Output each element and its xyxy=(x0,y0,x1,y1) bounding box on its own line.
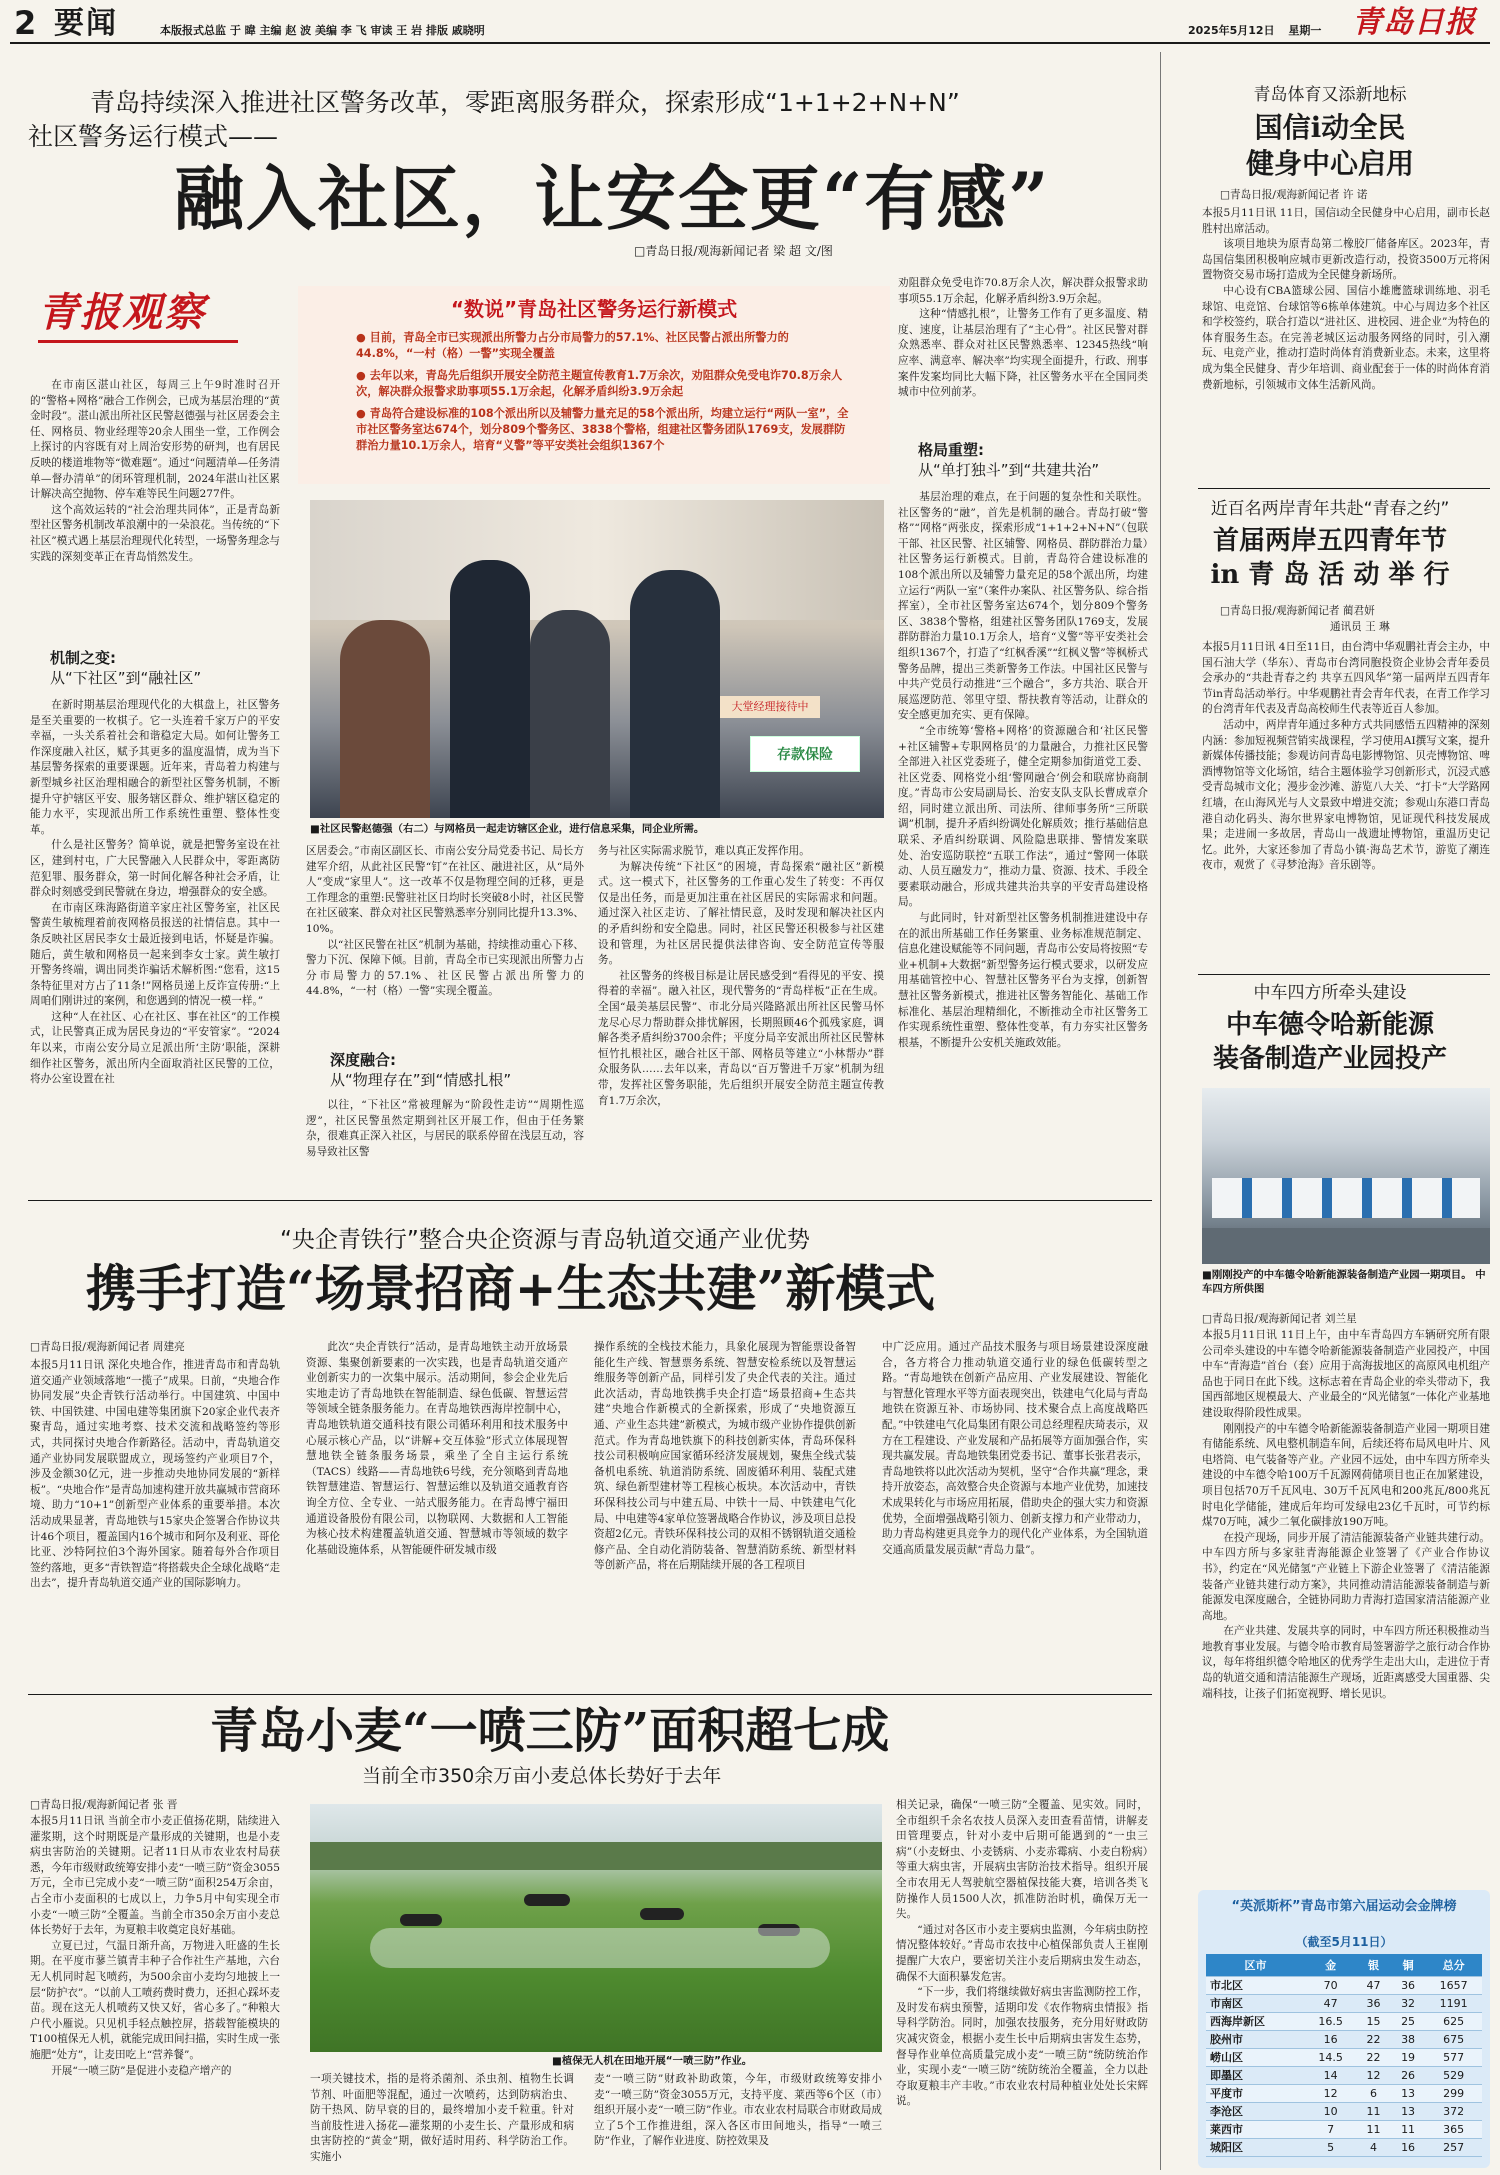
paragraph: 在市南区珠海路街道辛家庄社区警务室，社区民警黄生敏梳理着前夜网格员报送的社情信息。其中一条反映社区居民李女士最近接到电话，怀疑是诈骗。随后，黄生敏和网格员一起来到李女士家。黄生敏打开警务终端，调出同类诈骗话术解析图:“您看，这15条特征里对方占了11条!”网格员递上反诈宣传册:“上周咱们刚讲过的案例，和您遇到的情况一模一样。” xyxy=(30,901,280,1008)
lead-byline: □青岛日报/观海新闻记者 梁 超 文/图 xyxy=(634,244,833,258)
paragraph: 本报5月11日讯 当前全市小麦正值扬花期，陆续进入灌浆期，这个时期既是产量形成的关键期，也是小麦病虫害防治的关键期。记者11日从市农业农村局获悉，今年市级财政统筹安排小麦“一喷三防”资金3055万元，全市已完成小麦“一喷三防”面积254万余亩，占全市小麦面积的七成以上，力争5月中旬实现全市小麦“一喷三防”全覆盖。当前全市350余万亩小麦总体长势好于去年，为夏粮丰收奠定良好基础。 xyxy=(30,1815,280,1937)
rail-col-4 xyxy=(882,1340,1148,1688)
staff-line: 本版报式总监 于 暐 主编 赵 波 美编 李 飞 审读 王 岩 排版 戚晓明 xyxy=(160,24,485,37)
table-cell: 16 xyxy=(1391,2138,1426,2156)
table-row xyxy=(1206,1976,1482,1994)
table-row xyxy=(1206,2102,1482,2120)
medal-table-wrap xyxy=(1206,1954,1482,2157)
subhead-mechanism xyxy=(50,648,280,688)
sidebar-story1-byline: □青岛日报/观海新闻记者 许 诺 xyxy=(1220,189,1368,201)
lead-photo-caption: ■社区民警赵德强（右二）与网格员一起走访辖区企业，进行信息采集，同企业所需。 xyxy=(310,823,705,835)
masthead-logo: 青岛日报 xyxy=(1352,5,1476,40)
table-cell: 625 xyxy=(1425,2012,1482,2030)
table-cell: 11 xyxy=(1356,2102,1391,2120)
table-cell: 15 xyxy=(1356,2012,1391,2030)
subhead-title: 机制之变: xyxy=(50,649,116,667)
infobox-item: ● 目前，青岛全市已实现派出所警力占分市局警力的57.1%、社区民警占派出所警力的44.8%，“一村（格）一警”实现全覆盖 xyxy=(356,331,789,360)
sidebar-story3-photo xyxy=(1202,1088,1490,1264)
table-row xyxy=(1206,2030,1482,2048)
table-cell: 14.5 xyxy=(1305,2048,1356,2066)
paragraph: 此次“央企青铁行”活动，是青岛地铁主动开放场景资源、集聚创新要素的一次实践，也是青岛轨道交通产业创新实力的一次集中展示。活动期间，参会企业先后实地走访了青岛地铁在智能制造、绿色低碳、智慧运营等领域全链条服务能力。在青岛地铁西海岸控制中心，青岛地铁轨道交通科技有限公司循环利用和技术服务中心展示核心产品，以“讲解+交互体验”形式立体展现智慧地铁全链条服务场景，乘坐了全自主运行系统（TACS）线路——青岛地铁6号线，充分领略到青岛地铁智慧建造、智慧运行、智慧运维以及轨道交通教育咨询全方位、全专业、一站式服务能力。在青岛博宁福田通道设备股份有限公司，以物联网、大数据和人工智能为核心技术构建覆盖轨道交通、智慧城市等领域的数字化基础设施体系，从智能硬件研发城市级 xyxy=(306,1341,568,1556)
sidebar-story1-body xyxy=(1202,206,1490,470)
photo-man xyxy=(530,610,610,818)
wheat-col-3 xyxy=(594,2072,882,2170)
issue-date xyxy=(1188,22,1321,38)
lead-photo xyxy=(310,500,884,818)
photo-turbine-row xyxy=(1212,1178,1480,1218)
paragraph: 本报5月11日讯 11日，国信i动全民健身中心启用，副市长赵胜村出席活动。 xyxy=(1202,207,1490,235)
infobox-item: ● 青岛符合建设标准的108个派出所以及辅警力量充足的58个派出所，均建立运行“两队一室”，全市社区警务室达674个，划分809个警务区、3838个警格，组建社区警务团队1769支，发展群防群治力量10.1万余人，培育“义警”等平安类社会组织1367个 xyxy=(356,407,849,452)
byline-line: 通讯员 王 琳 xyxy=(1330,620,1390,633)
paragraph: 与此同时，针对新型社区警务机制推进建设中存在的派出所基础工作任务繁重、业务标准规范制定、信息化建设赋能等不同问题，青岛市公安局将按照“专业+机制+大数据”新型警务运行模式要求，以研发应用基础管控中心、智慧社区警务平台为支撑，创新智慧社区警务新模式，推进社区警务智能化、基础工作标准化、基层治理精细化，不断推动全市社区警务工作实现系统性重塑、整体性变革，有力夯实社区警务根基，不断提升公安机关施政效能。 xyxy=(898,912,1148,1049)
subhead-title: 深度融合: xyxy=(330,1051,396,1069)
wheat-col-4 xyxy=(896,1798,1148,2170)
table-cell: 372 xyxy=(1425,2102,1482,2120)
date: 2025年5月12日 xyxy=(1188,24,1275,37)
col-header: 银 xyxy=(1356,1954,1391,1976)
wheat-byline: □青岛日报/观海新闻记者 张 晋 xyxy=(30,1799,178,1811)
col-header: 区市 xyxy=(1206,1954,1305,1976)
lead-mid-col-a xyxy=(306,844,584,1044)
table-cell: 13 xyxy=(1391,2084,1426,2102)
page-header xyxy=(0,0,1500,46)
spray-mist xyxy=(370,1928,830,1968)
paragraph: 本报5月11日讯 4日至11日，由台湾中华观鹏社青会主办，中国石油大学（华东）、青岛市台湾同胞投资企业协会青年委员会承办的“共赴青春之约 共享五四风华”第一届两岸五四青年节in青岛活动举行。中华观鹏社青会青年代表，在青工作学习的台湾青年代表及青岛高校师生代表等近百人参加。 xyxy=(1202,641,1490,716)
table-cell: 11 xyxy=(1391,2120,1426,2138)
lead-right-col-a xyxy=(898,276,1148,432)
header-rule xyxy=(10,42,1490,44)
table-cell: 胶州市 xyxy=(1206,2030,1305,2048)
rail-bottom-rule xyxy=(28,1694,1152,1695)
title-line: 健身中心启用 xyxy=(1245,147,1414,180)
medal-panel-subtitle: （截至5月11日） xyxy=(1295,1935,1393,1949)
table-cell: 47 xyxy=(1305,1994,1356,2012)
table-cell: 即墨区 xyxy=(1206,2066,1305,2084)
table-cell: 577 xyxy=(1425,2048,1482,2066)
paragraph: 相关记录，确保“一喷三防”全覆盖、见实效。同时，全市组织千余名农技人员深入麦田查看苗情，讲解麦田管理要点，针对小麦中后期可能遇到的“一虫三病”（小麦蚜虫、小麦锈病、小麦赤霉病、小麦白粉病）等重大病虫害，开展病虫害防治技术指导。组织开展全市农用无人驾驶航空器植保技能大赛，培训各类飞防操作人员1500人次，抓准防治时机，确保万无一失。 xyxy=(896,1799,1148,1921)
medal-table-header xyxy=(1206,1954,1482,1976)
paragraph: 什么是社区警务？简单说，就是把警务室设在社区，建到村屯，广大民警融入人民群众中，零距离防范犯罪、服务群众，第一时间化解各种社会矛盾，让群众时刻感受到民警就在身边，增强群众的安全感。 xyxy=(30,839,280,899)
paragraph: 社区警务的终极目标是让居民感受到“看得见的平安、摸得着的幸福”。融入社区，现代警务的“青岛样板”正在生成。全国“最美基层民警”、市北分局兴隆路派出所社区民警马怀龙尽心尽力帮助群众排忧解困，长期照顾46个孤残家庭，调解各类矛盾纠纷3700余件；平度分局辛安派出所社区民警林恒竹扎根社区，融合社区干部、网格员等建立“小林帮办”群众服务队……去年以来，青岛以“百万警进千万家”机制为纽带，发挥社区警务职能，先后组织开展安全防范主题宣传教育1.7万余次， xyxy=(598,969,884,1107)
paragraph: 本报5月11日讯 深化央地合作，推进青岛市和青岛轨道交通产业领域落地“一揽子”成果。日前，“央地合作 协同发展”央企青铁行活动举行。中国建筑、中国中铁、中国铁建、中国电建等集团旗下20家企业代表齐聚青岛，通过实地考察、技术交流和战略签约等形式，共同探讨央地合作新路径。活动中，青岛轨道交通产业协同发展联盟成立，现场签约产业项目7个，涉及金额30亿元，进一步推动央地协同发展的“新样板”。“央地合作”是青岛加速构建开放共赢城市营商环境、助力“10+1”创新型产业体系的重要举措。本次活动成果显著，青岛地铁与15家央企签署合作协议共计46个项目，覆盖国内16个城市和阿尔及利亚、哥伦比亚、沙特阿拉伯3个海外国家。随着每外合作项目签约落地，更多“青铁智造”将搭载央企全球化战略“走出去”，提升青岛轨道交通产业的国际影响力。 xyxy=(30,1359,280,1590)
bullet-icon: ● xyxy=(356,369,370,382)
table-cell: 19 xyxy=(1391,2048,1426,2066)
table-cell: 市南区 xyxy=(1206,1994,1305,2012)
paragraph: 本报5月11日讯 11日上午，由中车青岛四方车辆研究所有限公司牵头建设的中车德令哈新能源装备制造产业园投产，中国中车“青海造”首台（套）应用于高海拔地区的高原风电机组产品也于同日在此下线。这标志着在青岛企业的牵头带动下，我国西部地区规模最大、产业最全的“风光储氢”一体化产业基地建设取得阶段性成果。 xyxy=(1202,1329,1490,1419)
table-row xyxy=(1206,2084,1482,2102)
subhead-sub: 从“下社区”到“融社区” xyxy=(50,669,202,687)
paragraph: 在投产现场，同步开展了清洁能源装备产业链共建行动。中车四方所与多家驻青海能源企业签署了《产业合作协议书》，约定在“风光储氢”产业链上下游企业签署了《清洁能源装备产业链共建行动方案》，共同推动清洁能源装备制造与新能源发电深度融合，全链协同助力青海打造国家清洁能源产业高地。 xyxy=(1202,1531,1490,1622)
wheat-photo-caption: ■植保无人机在田地开展“一喷三防”作业。 xyxy=(552,2055,753,2067)
paragraph: 这种“情感扎根”，让警务工作有了更多温度、精度、速度，让基层治理有了“主心骨”。社区民警对群众熟悉率、群众对社区民警熟悉率、12345热线“响应率、满意率、解决率”均实现全面提升，行政、刑事案件发案均同比大幅下降，社区警务水平在全国同类城市中位列前茅。 xyxy=(898,308,1148,399)
paragraph: 以往，“下社区”常被理解为“阶段性走访”“周期性巡逻”，社区民警虽然定期到社区开展工作，但由于任务繁杂，很难真正深入社区，与居民的联系停留在浅层互动，容易导致社区警 xyxy=(306,1099,584,1158)
medal-table xyxy=(1206,1954,1482,2157)
table-cell: 70 xyxy=(1305,1976,1356,1994)
drone-icon xyxy=(524,1894,570,1906)
paragraph: 开展“一喷三防”是促进小麦稳产增产的 xyxy=(51,2064,232,2077)
subhead-pattern xyxy=(918,440,1148,480)
photo-floor xyxy=(1202,1228,1490,1264)
col-header: 金 xyxy=(1305,1954,1356,1976)
paragraph: 活动中，两岸青年通过多种方式共同感悟五四精神的深刻内涵：参加短视频营销实战课程，学习使用AI撰写文案，提升新媒体传播技能；参观访问青岛电影博物馆、贝壳博物馆、啤酒博物馆等文化场馆，结合主题体验学习创新形式，沉浸式感受青岛城市文化；漫步金沙滩、游览八大关、“打卡”大学路网红墙，在山海风光与人文景致中增进交流；参观山东港口青岛港自动化码头、海尔世界家电博物馆，见证现代科技发展成果；走进闹一多故居，青岛山一战遗址博物馆，重温历史记忆。此外，大家还参加了青岛小镇·海岛艺术节，游览了潮连夜市，观赏了《寻梦沧海》音乐剧等。 xyxy=(1202,718,1490,872)
table-cell: 365 xyxy=(1425,2120,1482,2138)
table-cell: 李沧区 xyxy=(1206,2102,1305,2120)
column-logo xyxy=(30,282,280,352)
subhead-title: 格局重塑: xyxy=(918,441,984,459)
title-line: in 青 岛 活 动 举 行 xyxy=(1210,560,1450,590)
photo-woman xyxy=(340,620,430,818)
wheat-col-2 xyxy=(310,2072,574,2170)
paragraph: 以“社区民警在社区”机制为基础，持续推动重心下移、警力下沉、保障下倾。目前，青岛全市已实现派出所警力占分市局警力的57.1%、社区民警占派出所警力的44.8%，“一村（格）一警”实现全覆盖。 xyxy=(306,938,584,998)
photo-sign-lobby: 大堂经理接待中 xyxy=(720,696,820,718)
section-name: 要闻 xyxy=(54,6,118,41)
title-line: 国信i动全民 xyxy=(1254,111,1406,144)
sidebar-story1-kicker: 青岛体育又添新地标 xyxy=(1253,85,1407,105)
lead-mid-col-b xyxy=(598,844,884,1192)
sidebar-story3-body xyxy=(1202,1328,1490,1876)
paragraph: 为解决传统“下社区”的困境，青岛探索“融社区”新模式。这一模式下，社区警务的工作重心发生了转变：不再仅仅是出任务，而是更加注重在社区居民的实际需求和问题。通过深入社区走访、了解社情民意，及时发现和解决社区内的矛盾纠纷和安全隐患。同时，社区民警还积极参与社区建设和管理，为社区居民提供法律咨询、安全防范宣传等服务。 xyxy=(598,860,884,967)
table-cell: 36 xyxy=(1356,1994,1391,2012)
photo-police-1 xyxy=(450,560,530,818)
bullet-icon: ● xyxy=(356,407,370,420)
table-cell: 26 xyxy=(1391,2066,1426,2084)
table-cell: 4 xyxy=(1356,2138,1391,2156)
lead-kicker-2: 社区警务运行模式—— xyxy=(28,122,279,151)
paragraph: “下一步，我们将继续做好病虫害监测防控工作，及时发布病虫预警，适期印发《农作物病虫情报》指导科学防治。同时，加强农技服务，充分用好财政防灾减灾资金，根据小麦生长中后期病虫害发生态势，督导作业单位高质量完成小麦“一喷三防”统防统治作业，实现小麦“一喷三防”统防统治全覆盖，全力以赴夺取夏粮丰产丰收。”市农业农村局种植业处处长宋辉说。 xyxy=(896,1986,1148,2108)
title-line: 中车德令哈新能源 xyxy=(1225,1010,1434,1040)
photo-wall xyxy=(310,500,884,620)
table-cell: 529 xyxy=(1425,2066,1482,2084)
table-cell: 西海岸新区 xyxy=(1206,2012,1305,2030)
wheat-photo xyxy=(310,1804,882,2052)
sidebar-story3-kicker: 中车四方所牵头建设 xyxy=(1253,983,1407,1003)
table-cell: 36 xyxy=(1391,1976,1426,1994)
paragraph: 刚刚投产的中车德令哈新能源装备制造产业园一期项目建有储能系统、风电整机制造车间，后续还将布局风电叶片、风电塔筒、电气装备等产业。产业园不远处，由中车四方所牵头建设的中车德令哈100万千瓦源网荷储项目也正在加紧建设，项目包括70万千瓦风电、30万千瓦风电和200兆瓦/800兆瓦时电化学储能，建成后年均可发绿电23亿千瓦时，可节约标煤70万吨，减少二氧化碳排放190万吨。 xyxy=(1202,1422,1490,1529)
col-header: 总分 xyxy=(1425,1954,1482,1976)
sidebar-story3-caption: ■刚刚投产的中车德令哈新能源装备制造产业园一期项目。 中车四方所供图 xyxy=(1202,1269,1486,1295)
infobox-title: “数说”青岛社区警务运行新模式 xyxy=(450,297,738,321)
table-cell: 1657 xyxy=(1425,1976,1482,1994)
table-cell: 12 xyxy=(1356,2066,1391,2084)
paragraph: 劝阻群众免受电诈70.8万余人次，解决群众报警求助事项55.1万余起，化解矛盾纠纷3.9万余起。 xyxy=(898,277,1148,305)
table-cell: 32 xyxy=(1391,1994,1426,2012)
lead-kicker: 青岛持续深入推进社区警务改革，零距离服务群众，探索形成“1+1+2+N+N” xyxy=(90,88,960,117)
rail-col-1 xyxy=(30,1358,280,1688)
table-cell: 13 xyxy=(1391,2102,1426,2120)
paragraph: 这个高效运转的“社会治理共同体”，正是青岛新型社区警务机制改革浪潮中的一朵浪花。当传统的“下社区”模式遇上基层治理现代化转型，一场警务理念与实践的深刻变革正在青岛悄然发生。 xyxy=(30,503,280,563)
photo-sign-deposit: 存款保险 xyxy=(750,736,860,772)
sidebar-story2-title xyxy=(1170,524,1490,592)
table-cell: 14 xyxy=(1305,2066,1356,2084)
table-cell: 257 xyxy=(1425,2138,1482,2156)
table-cell: 11 xyxy=(1356,2120,1391,2138)
table-cell: 城阳区 xyxy=(1206,2138,1305,2156)
paragraph: “通过对各区市小麦主要病虫监测，今年病虫防控情况整体较好。”青岛市农技中心植保部负责人王崔刚提醒广大农户，要密切关注小麦后期病虫发生动态，确保不大面积暴发危害。 xyxy=(896,1923,1148,1983)
medal-panel-title: “英派斯杯”青岛市第六届运动会金牌榜 xyxy=(1231,1899,1457,1914)
rail-col-2 xyxy=(306,1340,568,1688)
column-logo-text: 青报观察 xyxy=(38,289,206,336)
table-cell: 莱西市 xyxy=(1206,2120,1305,2138)
table-cell: 22 xyxy=(1356,2048,1391,2066)
title-line: 装备制造产业园投产 xyxy=(1212,1044,1447,1074)
sidebar-divider xyxy=(1160,52,1161,2170)
photo-treeline xyxy=(310,1842,882,1870)
paragraph: 务与社区实际需求脱节，难以真正发挥作用。 xyxy=(598,845,810,857)
table-cell: 12 xyxy=(1305,2084,1356,2102)
paragraph: 操作系统的全栈技术能力，具象化展现为智能票设备智能化生产线、智慧票务系统、智慧安检系统以及智慧运维服务等创新产品，同样引发了央企代表的关注。通过此次活动，青岛地铁携手央企打造“场景招商+生态共建”央地合作新模式的全新探索，形成了“央地资源互通、产业生态共建”新模式，为城市级产业协作提供创新范式。作为青岛地铁旗下的科技创新实体，青岛环保科技公司积极响应国家循环经济发展规划，聚焦全线式装备机电系统、轨道消防系统、固废循环利用、装配式建筑、绿色新型建材等工程核心板块。本次活动中，青铁环保科技公司与中建五局、中铁十一局、中铁建电气化局、中电建等4家单位签署战略合作协议，涉及项目总投资超2亿元。青铁环保科技公司的双相不锈钢轨道交通检修产品、全自动化消防装备、智慧消防系统、新型材料等创新产品，将在后期陆续开展的各工程项目 xyxy=(594,1341,856,1572)
table-cell: 崂山区 xyxy=(1206,2048,1305,2066)
table-row xyxy=(1206,2012,1482,2030)
table-cell: 25 xyxy=(1391,2012,1426,2030)
table-cell: 7 xyxy=(1305,2120,1356,2138)
bullet-icon: ● xyxy=(356,331,370,344)
paragraph: 在市南区湛山社区，每周三上午9时准时召开的“警格+网格”融合工作例会，已成为基层治理的“黄金时段”。湛山派出所社区民警赵德强与社区居委会主任、网格员、物业经理等20余人围坐一堂，工作例会上探讨的内容既有对上周治安形势的研判，也有居民反映的楼道堆物等“微难题”。通过“问题清单—任务清单—督办清单”的闭环管理机制，2024年湛山社区累计解决高空抛物、停车难等民生问题277件。 xyxy=(30,379,280,501)
sidebar-story3-title xyxy=(1170,1008,1490,1076)
sidebar-rule xyxy=(1198,488,1490,489)
wheat-headline: 青岛小麦“一喷三防”面积超七成 xyxy=(210,1703,890,1759)
weekday: 星期一 xyxy=(1288,24,1322,37)
drone-icon xyxy=(400,1914,442,1926)
infobox-list xyxy=(356,330,856,454)
sidebar-story1-title xyxy=(1170,110,1490,182)
paragraph: 区居委会。”市南区副区长、市南公安分局党委书记、局长方建军介绍，从此社区民警“钉”在社区、融进社区，从“局外人”变成“家里人”。这一改革不仅是物理空间的迁移，更是工作理念的重塑:民警驻社区日均时长突破8小时，社区民警在社区破案、群众对社区民警熟悉率分别同比提升13.3%、10%。 xyxy=(306,845,584,935)
col-header: 铜 xyxy=(1391,1954,1426,1976)
stats-infobox xyxy=(298,286,890,484)
sidebar-rule xyxy=(1198,974,1490,975)
table-row xyxy=(1206,2066,1482,2084)
subhead-fusion xyxy=(330,1050,584,1090)
paragraph: 立夏已过，气温日渐升高，万物进入旺盛的生长期。在平度市蓼兰镇青丰种子合作社生产基地，六台无人机同时起飞喷药，为500余亩小麦均匀地披上一层“防护衣”。“以前人工喷药费时费力，还担心踩坏麦苗。现在这无人机喷药又快又好，省心多了。”种粮大户代小雁说。只见机手轻点触控屏，搭载智能模块的T100植保无人机，就能完成田间扫描，实时生成一张施肥“处方”，让麦田吃上“营养餐”。 xyxy=(30,1939,280,2061)
paragraph: 麦“一喷三防”财政补助政策，今年，市级财政统筹安排小麦“一喷三防”资金3055万元，支持平度、莱西等6个区（市）组织开展小麦“一喷三防”作业。市农业农村局联合市财政局成立了5个工作推进组，深入各区市田间地头，指导“一喷三防”作业，了解作业进度、防控效果及 xyxy=(594,2073,882,2148)
table-cell: 市北区 xyxy=(1206,1976,1305,1994)
table-cell: 38 xyxy=(1391,2030,1426,2048)
sidebar-story3-byline: □青岛日报/观海新闻记者 刘兰星 xyxy=(1202,1313,1357,1325)
rail-byline: □青岛日报/观海新闻记者 周建亮 xyxy=(30,1341,185,1353)
table-row xyxy=(1206,1994,1482,2012)
table-cell: 6 xyxy=(1356,2084,1391,2102)
photo-police-2 xyxy=(630,570,720,818)
lead-bottom-rule xyxy=(28,1200,1152,1201)
rail-col-3 xyxy=(594,1340,856,1688)
title-line: 首届两岸五四青年节 xyxy=(1212,526,1447,556)
medal-panel xyxy=(1198,1890,1490,2168)
table-cell: 16.5 xyxy=(1305,2012,1356,2030)
rail-headline: 携手打造“场景招商+生态共建”新模式 xyxy=(86,1259,936,1318)
paragraph: 这种“人在社区、心在社区、事在社区”的工作模式，让民警真正成为居民身边的“平安管家”。“2024年以来，市南公安分局立足派出所‘主防’职能，深耕细作社区警务，派出所内全面取消社区民警的工位，将办公室设置在社 xyxy=(30,1010,280,1086)
table-cell: 16 xyxy=(1305,2030,1356,2048)
byline-line: □青岛日报/观海新闻记者 蔺君妍 xyxy=(1220,605,1375,617)
paragraph: 基层治理的难点，在于问题的复杂性和关联性。社区警务的“融”，首先是机制的融合。青岛打破“警格”“网格”两张皮，探索形成“1+1+2+N+N”（包联干部、社区民警、社区辅警、网格员、群防群治力量）社区警务运行新模式。目前，青岛符合建设标准的108个派出所以及辅警力量充足的58个派出所，均建立运行“两队一室”（案件办案队、社区警务队、综合指挥室），全市社区警务室达674个，划分809个警务区、3838个警格，组建社区警务团队1769支，发展群防群治力量10.1万余人，培育“义警”等平安类社会组织1367个，打造了“红枫香溪”“红枫义警”等枫桥式警务品牌，提出三类新警务工作法。中国社区民警与中共产党员行动推进“三个融合”，多方共治、联合开展巡逻防范、邻里守望、帮扶教育等活动，让群众的安全感更加充实、更有保障。 xyxy=(898,491,1148,722)
paragraph: 中广泛应用。通过产品技术服务与项目场景建设深度融合，各方将合力推动轨道交通行业的绿色低碳转型之路。“青岛地铁在创新产品应用、产业发展建设、智能化与智慧化管理水平等方面表现突出，铁建电气化局与青岛地铁在资源互补、市场协同、技术聚合点上高度战略匹配。”中铁建电气化局集团有限公司总经理程庆琦表示，双方在工程建设、产业发展和产品拓展等方面加强合作，实现共赢发展。青岛地铁集团党委书记、董事长张君表示，青岛地铁将以此次活动为契机，坚守“合作共赢”理念，秉持开放姿态，高效整合央企资源与本地产业优势，加速技术成果转化与市场应用拓展，借助央企的强大实力和资源优势，全面增强战略引领力、创新支撑力和产业带动力，助力青岛构建更具竞争力的现代化产业体系，为全国轨道交通高质量发展贡献“青岛力量”。 xyxy=(882,1341,1148,1556)
table-cell: 299 xyxy=(1425,2084,1482,2102)
paragraph: 在产业共建、发展共享的同时，中车四方所还积极推动当地教育事业发展。与德令哈市教育局签署游学之旅行动合作协议，每年将组织德令哈地区的优秀学生走出大山，走进位于青岛的轨道交通和清洁能源生产现场，近距离感受大国重器、尖端科技，让孩子们拓宽视野、增长见识。 xyxy=(1202,1625,1490,1700)
table-cell: 5 xyxy=(1305,2138,1356,2156)
subhead-sub: 从“物理存在”到“情感扎根” xyxy=(330,1071,512,1089)
lead-mid-col-a2 xyxy=(306,1098,584,1192)
paragraph: 一项关键技术，指的是将杀菌剂、杀虫剂、植物生长调节剂、叶面肥等混配，通过一次喷药，达到防病治虫、防干热风、防早衰的目的，最终增加小麦千粒重。针对当前肢性进入扬花—灌浆期的小麦生长、产量形成和病虫害防控的“黄金”期，做好适时用药、科学防治工作。实施小 xyxy=(310,2073,574,2163)
infobox-item: ● 去年以来，青岛先后组织开展安全防范主题宣传教育1.7万余次，劝阻群众免受电诈70.8万余人次，解决群众报警求助事项55.1万余起，化解矛盾纠纷3.9万余起 xyxy=(356,369,843,398)
subhead-sub: 从“单打独斗”到“共建共治” xyxy=(918,461,1100,479)
column-logo-underline xyxy=(38,340,238,343)
paragraph: 在新时期基层治理现代化的大棋盘上，社区警务是至关重要的一枚棋子。它一头连着千家万户的平安幸福，一头关系着社会和谐稳定大局。如何让警务工作深度融入社区，赋予其更多的温度温情，成为当下基层警务探索的重要课题。近年来，青岛着力构建与新型城乡社区治理相融合的新型社区警务机制，不断提升守护辖区平安、服务辖区群众、维护辖区稳定的能力水平，实现派出所工作系统性重塑、整体性变革。 xyxy=(30,699,280,836)
lead-col1-bottom xyxy=(30,698,280,1200)
wheat-col-1 xyxy=(30,1814,280,2170)
table-cell: 47 xyxy=(1356,1976,1391,1994)
paragraph: “全市统筹‘警格+网格’的资源融合和‘社区民警+社区辅警+专职网格员’的力量融合，力推社区民警全部进入社区党委班子，健全定期参加街道党工委、社区党委、网格党小组‘警网融合’例会和联席协商制度。”青岛市公安局副局长、治安支队支队长曹成章介绍，同时建立派出所、司法所、律师事务所“三所联调”机制，提升矛盾纠纷调处化解质效；推行基础信息联采、矛盾纠纷联调、风险隐患联排、警情发案联处、治安巡防联控“五联工作法”，通过“警网一体联动、人员互融发力”，推动力量、资源、技术、手段全要素联动融合，形成共建共治共享的平安青岛建设格局。 xyxy=(898,724,1148,909)
table-cell: 10 xyxy=(1305,2102,1356,2120)
lead-right-col-b xyxy=(898,490,1148,1192)
table-row xyxy=(1206,2138,1482,2156)
table-cell: 22 xyxy=(1356,2030,1391,2048)
wheat-subheadline: 当前全市350余万亩小麦总体长势好于去年 xyxy=(362,1765,722,1787)
paragraph: 中心设有CBA篮球公园、国信小雄鹰篮球训练地、羽毛球馆、电竞馆、台球馆等6栋单体建筑。中心与周边多个社区和学校签约，联合打造以“进社区、进校园、进企业”为特色的体育服务生态。在完善老城区运动服务网络的同时，引入潮玩、电竞产业，推动打造时尚体育消费新业态。未来，这里将成为集全民健身、青少年培训、商业配套于一体的时尚体育消费新地标，引领城市文体生活新风尚。 xyxy=(1202,284,1490,391)
paragraph: 该项目地块为原青岛第二橡胶厂储备库区。2023年，青岛国信集团积极响应城市更新改造行动，投资3500万元将闲置物资交易市场打造成为全民健身新场所。 xyxy=(1202,238,1490,282)
sidebar-story2-byline xyxy=(1220,604,1490,635)
table-cell: 平度市 xyxy=(1206,2084,1305,2102)
table-cell: 1191 xyxy=(1425,1994,1482,2012)
table-row xyxy=(1206,2048,1482,2066)
table-row xyxy=(1206,2120,1482,2138)
table-cell: 675 xyxy=(1425,2030,1482,2048)
lead-col1-top xyxy=(30,378,280,640)
page-number: 2 xyxy=(14,4,37,42)
sidebar-story2-kicker: 近百名两岸青年共赴“青春之约” xyxy=(1210,499,1450,519)
rail-kicker: “央企青铁行”整合央企资源与青岛轨道交通产业优势 xyxy=(280,1227,810,1253)
sidebar-story2-body xyxy=(1202,640,1490,958)
drone-icon xyxy=(640,1908,684,1920)
lead-headline: 融入社区，让安全更“有感” xyxy=(174,157,1051,240)
